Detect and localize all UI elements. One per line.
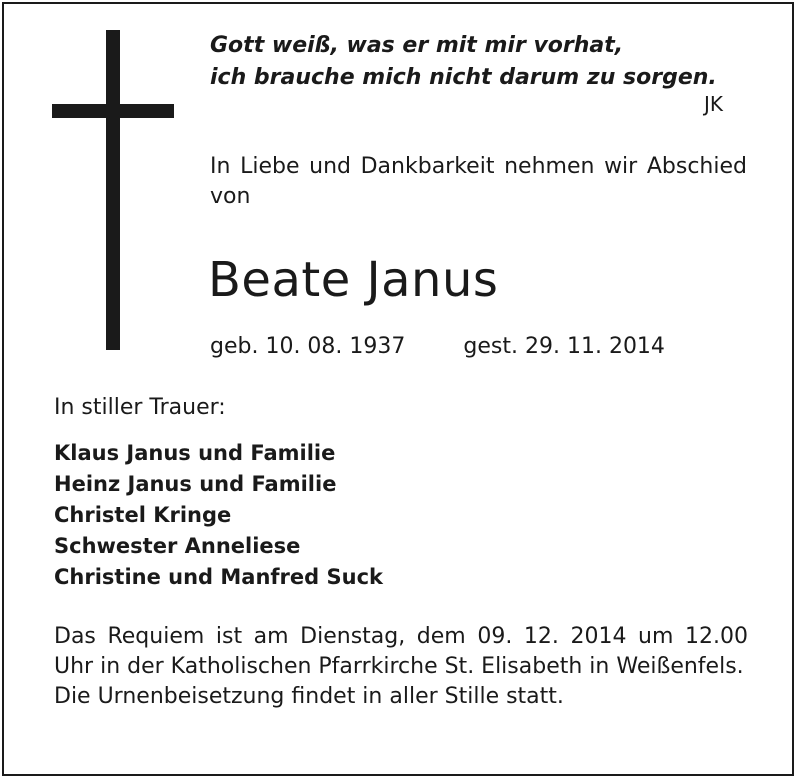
- life-dates: [210, 334, 665, 359]
- verse: [210, 30, 717, 94]
- cross-icon-bar: [52, 104, 174, 118]
- mourner-item: Christine und Manfred Suck: [54, 565, 383, 589]
- mourner-item: Christel Kringe: [54, 503, 232, 527]
- cross-icon: [106, 30, 120, 350]
- closing-notice: [54, 622, 748, 712]
- burial-notice: Die Urnenbeisetzung findet in aller Stille statt.: [54, 684, 564, 709]
- death-date: gest. 29. 11. 2014: [463, 334, 665, 359]
- verse-author: JK: [704, 92, 724, 116]
- birth-date: geb. 10. 08. 1937: [210, 334, 406, 359]
- verse-line-1: Gott weiß, was er mit mir vorhat,: [210, 33, 624, 58]
- verse-line-2: ich brauche mich nicht darum zu sorgen.: [210, 65, 717, 90]
- mourner-item: Heinz Janus und Familie: [54, 472, 337, 496]
- deceased-name: Beate Janus: [208, 252, 499, 308]
- intro-text: In Liebe und Dankbarkeit nehmen wir Abschied von: [210, 154, 747, 209]
- requiem-notice: Das Requiem ist am Dienstag, dem 09. 12. 2014 um 12.00 Uhr in der Katholischen Pfarrkirche St. Elisabeth in Weißenfels.: [54, 624, 748, 679]
- mourning-label: In stiller Trauer:: [54, 395, 226, 420]
- mourner-item: Schwester Anneliese: [54, 534, 301, 558]
- mourner-item: Klaus Janus und Familie: [54, 441, 336, 465]
- mourners-list: [54, 438, 383, 593]
